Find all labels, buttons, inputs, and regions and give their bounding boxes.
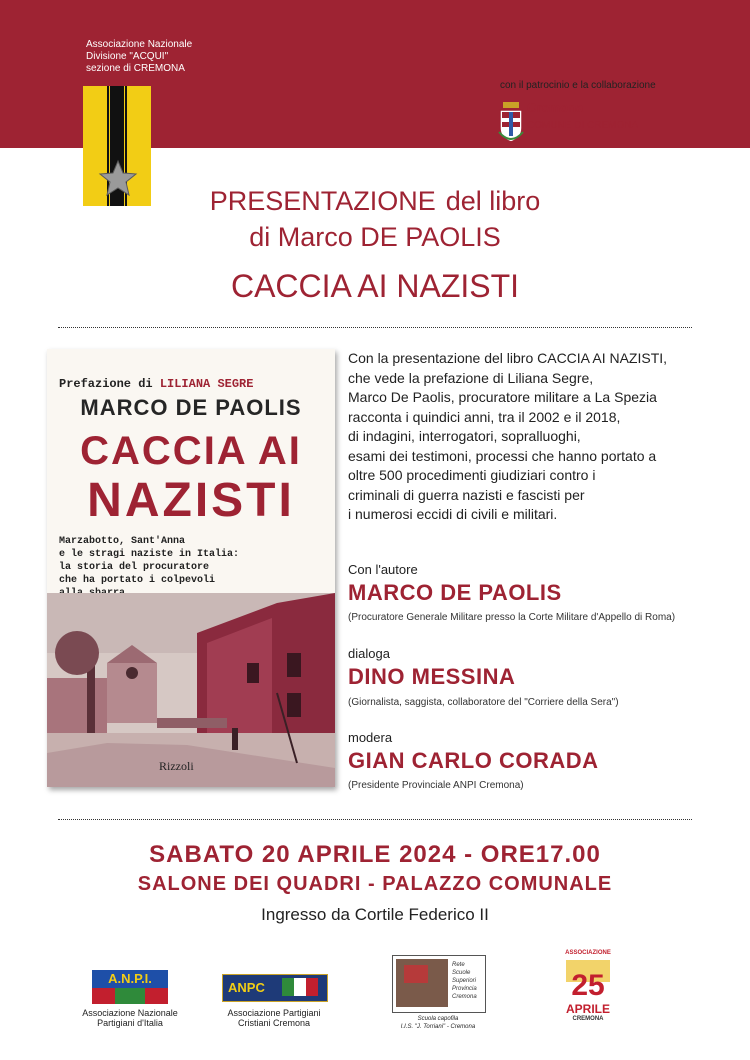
speaker-1-role: Con l'autore (348, 562, 418, 577)
aprile-city: CREMONA (572, 1016, 604, 1022)
cover-preface-name: LILIANA SEGRE (159, 377, 254, 391)
cover-author: MARCO DE PAOLIS (80, 395, 302, 420)
title-del-libro: del libro (445, 186, 541, 216)
event-place: SALONE DEI QUADRI - PALAZZO COMUNALE (137, 873, 613, 895)
event-description: Con la presentazione del libro CACCIA AI NAZISTI, che vede la prefazione di Liliana Segre, Marco De Paolis, procuratore militare a La Spezia racconta i quindici anni, tra il 2002 e il 2018, di indagini, interrogatori, sopralluoghi, esami dei testimoni, processi che hanno portato a oltre 500 procedimenti giudiziari contro i criminali di guerra nazisti e fascisti per i numerosi eccidi di civili e militari. (348, 350, 668, 522)
cover-title-line-2: NAZISTI (87, 474, 295, 527)
association-line-2: Divisione "ACQUI" (86, 51, 169, 62)
school-mark-1: Rete (452, 962, 465, 968)
speaker-3-role: modera (348, 730, 393, 745)
anpi-caption-1: Associazione Nazionale (82, 1008, 178, 1018)
speaker-2-name: DINO MESSINA (348, 664, 516, 689)
cremona-crest-icon (497, 102, 525, 144)
event-entrance: Ingresso da Cortile Federico II (261, 905, 489, 924)
cover-publisher: Rizzoli (159, 759, 194, 773)
event-date: SABATO 20 APRILE 2024 - ORE17.00 (149, 841, 601, 868)
anpi-logo-icon (80, 970, 180, 1030)
patronage-label: con il patrocinio e la collaborazione (500, 80, 656, 91)
speaker-1-desc: (Procuratore Generale Militare presso la Corte Militare d'Appello di Roma) (348, 612, 676, 623)
school-mark-2: Scuole (452, 970, 471, 976)
school-mark-4: Provincia (452, 986, 477, 992)
25-aprile-logo-icon (560, 950, 616, 1050)
title-presentazione: PRESENTAZIONE (209, 186, 436, 216)
association-line-3: sezione di CREMONA (86, 63, 185, 74)
anpc-caption-1: Associazione Partigiani (227, 1008, 321, 1018)
book-cover-image (47, 349, 335, 787)
dotted-divider-top (58, 327, 692, 328)
speaker-3-desc: (Presidente Provinciale ANPI Cremona) (348, 780, 524, 791)
patronage-block (497, 80, 727, 131)
cover-title-line-1: CACCIA AI (80, 429, 302, 473)
anpc-mark: ANPC (228, 980, 265, 995)
school-mark-5: Cremona (452, 994, 477, 1000)
school-network-logo-icon (388, 955, 488, 1041)
speaker-2-role: dialoga (348, 646, 390, 661)
city-name: Cremona (527, 100, 584, 115)
anpc-caption-2: Cristiani Cremona (237, 1018, 311, 1028)
city-divider (527, 116, 667, 117)
association-name (86, 39, 266, 75)
cover-preface (59, 377, 253, 391)
dotted-divider-bottom (58, 819, 692, 820)
title-line-2: di Marco DE PAOLIS (249, 222, 501, 252)
speaker-3-name: GIAN CARLO CORADA (348, 748, 599, 773)
school-caption-2: I.I.S. "J. Torriani" - Cremona (400, 1024, 476, 1030)
cover-preface-prefix: Prefazione di (59, 377, 153, 391)
title-book-name: CACCIA AI NAZISTI (230, 268, 520, 304)
aprile-month: APRILE (565, 1002, 610, 1016)
school-caption-1: Scuola capofila (417, 1016, 459, 1022)
aprile-number: 25 (571, 969, 605, 1002)
anpi-mark: A.N.P.I. (92, 970, 168, 988)
speaker-2-desc: (Giornalista, saggista, collaboratore del "Corriere della Sera") (348, 697, 619, 708)
school-mark-3: Superiori (452, 978, 477, 984)
cover-blurb: Marzabotto, Sant'Anna e le stragi naziste in Italia: la storia del procuratore che ha portato i colpevoli (59, 536, 240, 586)
anpc-logo-icon (218, 970, 330, 1030)
comune-name: COMUNE DI CREMONA (527, 120, 639, 131)
anpi-caption-2: Partigiani d'Italia (97, 1018, 163, 1028)
aprile-top: ASSOCIAZIONE (565, 950, 611, 956)
cover-photo (47, 593, 335, 787)
speaker-1-name: MARCO DE PAOLIS (348, 580, 562, 605)
title-line-1 (0, 186, 750, 217)
association-line-1: Associazione Nazionale (86, 39, 193, 50)
